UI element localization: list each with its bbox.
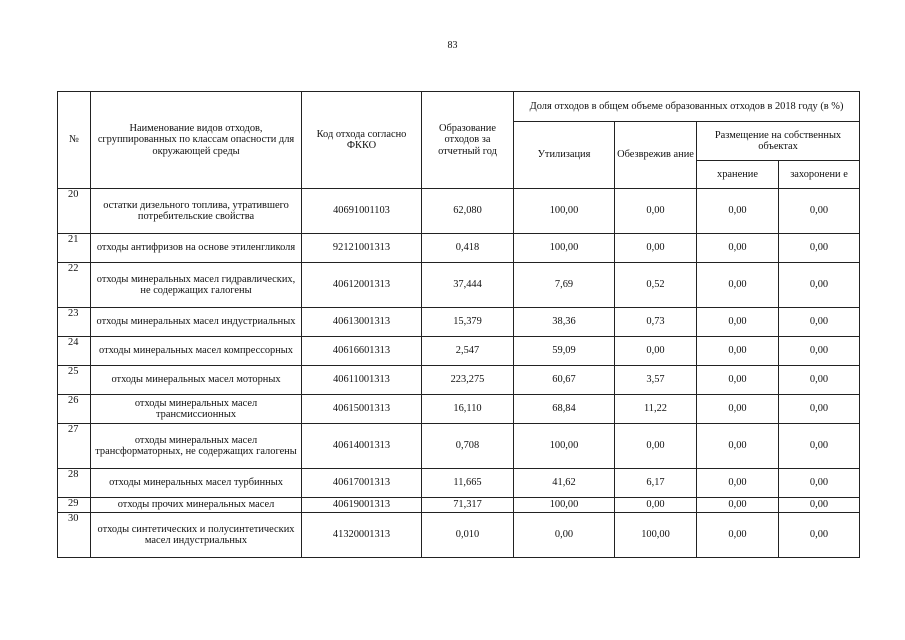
header-storage: хранение [697, 161, 779, 189]
row-number: 21 [58, 234, 91, 263]
table-body [58, 189, 860, 558]
generated-amount: 62,080 [422, 189, 514, 234]
row-number: 23 [58, 308, 91, 337]
burial-share: 0,00 [779, 234, 860, 263]
row-number: 22 [58, 263, 91, 308]
neutralization-share: 6,17 [615, 469, 697, 498]
neutralization-share: 0,00 [615, 424, 697, 469]
burial-share: 0,00 [779, 337, 860, 366]
neutralization-share: 3,57 [615, 366, 697, 395]
neutralization-share: 0,00 [615, 498, 697, 513]
burial-share: 0,00 [779, 424, 860, 469]
waste-code: 40619001313 [302, 498, 422, 513]
utilization-share: 59,09 [514, 337, 615, 366]
storage-share: 0,00 [697, 308, 779, 337]
waste-code: 40615001313 [302, 395, 422, 424]
row-number: 29 [58, 498, 91, 513]
waste-code: 40616601313 [302, 337, 422, 366]
waste-name: отходы синтетических и полусинтетических масел индустриальных [91, 513, 302, 558]
burial-share: 0,00 [779, 366, 860, 395]
utilization-share: 100,00 [514, 189, 615, 234]
row-number: 25 [58, 366, 91, 395]
generated-amount: 0,010 [422, 513, 514, 558]
generated-amount: 0,418 [422, 234, 514, 263]
header-share: Доля отходов в общем объеме образованных отходов в 2018 году (в %) [514, 92, 860, 122]
utilization-share: 100,00 [514, 498, 615, 513]
row-number: 20 [58, 189, 91, 234]
burial-share: 0,00 [779, 498, 860, 513]
waste-name: отходы минеральных масел моторных [91, 366, 302, 395]
storage-share: 0,00 [697, 498, 779, 513]
utilization-share: 0,00 [514, 513, 615, 558]
burial-share: 0,00 [779, 308, 860, 337]
burial-share: 0,00 [779, 395, 860, 424]
waste-name: отходы минеральных масел турбинных [91, 469, 302, 498]
generated-amount: 15,379 [422, 308, 514, 337]
table-row [58, 513, 860, 558]
table-row [58, 263, 860, 308]
row-number: 28 [58, 469, 91, 498]
storage-share: 0,00 [697, 513, 779, 558]
header-placement: Размещение на собственных объектах [697, 122, 860, 161]
table-row [58, 469, 860, 498]
neutralization-share: 0,00 [615, 234, 697, 263]
burial-share: 0,00 [779, 263, 860, 308]
header-code: Код отхода согласно ФККО [302, 92, 422, 189]
neutralization-share: 0,73 [615, 308, 697, 337]
table-row [58, 366, 860, 395]
generated-amount: 0,708 [422, 424, 514, 469]
utilization-share: 60,67 [514, 366, 615, 395]
header-neutralization: Обезврежив ание [615, 122, 697, 189]
waste-code: 41320001313 [302, 513, 422, 558]
waste-code: 92121001313 [302, 234, 422, 263]
utilization-share: 68,84 [514, 395, 615, 424]
waste-name: остатки дизельного топлива, утратившего потребительские свойства [91, 189, 302, 234]
neutralization-share: 0,52 [615, 263, 697, 308]
waste-name: отходы минеральных масел трансформаторных, не содержащих галогены [91, 424, 302, 469]
waste-code: 40617001313 [302, 469, 422, 498]
row-number: 30 [58, 513, 91, 558]
storage-share: 0,00 [697, 263, 779, 308]
header-no: № [58, 92, 91, 189]
generated-amount: 223,275 [422, 366, 514, 395]
utilization-share: 100,00 [514, 234, 615, 263]
burial-share: 0,00 [779, 513, 860, 558]
waste-name: отходы антифризов на основе этиленгликоля [91, 234, 302, 263]
burial-share: 0,00 [779, 469, 860, 498]
storage-share: 0,00 [697, 469, 779, 498]
storage-share: 0,00 [697, 337, 779, 366]
row-number: 24 [58, 337, 91, 366]
storage-share: 0,00 [697, 234, 779, 263]
utilization-share: 7,69 [514, 263, 615, 308]
waste-name: отходы минеральных масел индустриальных [91, 308, 302, 337]
waste-code: 40613001313 [302, 308, 422, 337]
waste-table [57, 91, 860, 558]
waste-name: отходы прочих минеральных масел [91, 498, 302, 513]
waste-name: отходы минеральных масел компрессорных [91, 337, 302, 366]
table-header [58, 92, 860, 189]
generated-amount: 37,444 [422, 263, 514, 308]
table-row [58, 189, 860, 234]
utilization-share: 41,62 [514, 469, 615, 498]
table-row [58, 395, 860, 424]
storage-share: 0,00 [697, 189, 779, 234]
waste-code: 40691001103 [302, 189, 422, 234]
storage-share: 0,00 [697, 424, 779, 469]
neutralization-share: 0,00 [615, 337, 697, 366]
neutralization-share: 100,00 [615, 513, 697, 558]
table-row [58, 234, 860, 263]
burial-share: 0,00 [779, 189, 860, 234]
generated-amount: 16,110 [422, 395, 514, 424]
header-burial: захоронени е [779, 161, 860, 189]
header-name: Наименование видов отходов, сгруппированных по классам опасности для окружающей среды [91, 92, 302, 189]
row-number: 27 [58, 424, 91, 469]
storage-share: 0,00 [697, 395, 779, 424]
table-row [58, 337, 860, 366]
page-number: 83 [447, 40, 458, 51]
neutralization-share: 11,22 [615, 395, 697, 424]
table-row [58, 308, 860, 337]
generated-amount: 71,317 [422, 498, 514, 513]
waste-name: отходы минеральных масел трансмиссионных [91, 395, 302, 424]
utilization-share: 38,36 [514, 308, 615, 337]
generated-amount: 2,547 [422, 337, 514, 366]
waste-name: отходы минеральных масел гидравлических, не содержащих галогены [91, 263, 302, 308]
neutralization-share: 0,00 [615, 189, 697, 234]
row-number: 26 [58, 395, 91, 424]
utilization-share: 100,00 [514, 424, 615, 469]
storage-share: 0,00 [697, 366, 779, 395]
table-row [58, 498, 860, 513]
header-generated: Образование отходов за отчетный год [422, 92, 514, 189]
waste-code: 40612001313 [302, 263, 422, 308]
header-utilization: Утилизация [514, 122, 615, 189]
generated-amount: 11,665 [422, 469, 514, 498]
table-row [58, 424, 860, 469]
waste-code: 40611001313 [302, 366, 422, 395]
waste-code: 40614001313 [302, 424, 422, 469]
